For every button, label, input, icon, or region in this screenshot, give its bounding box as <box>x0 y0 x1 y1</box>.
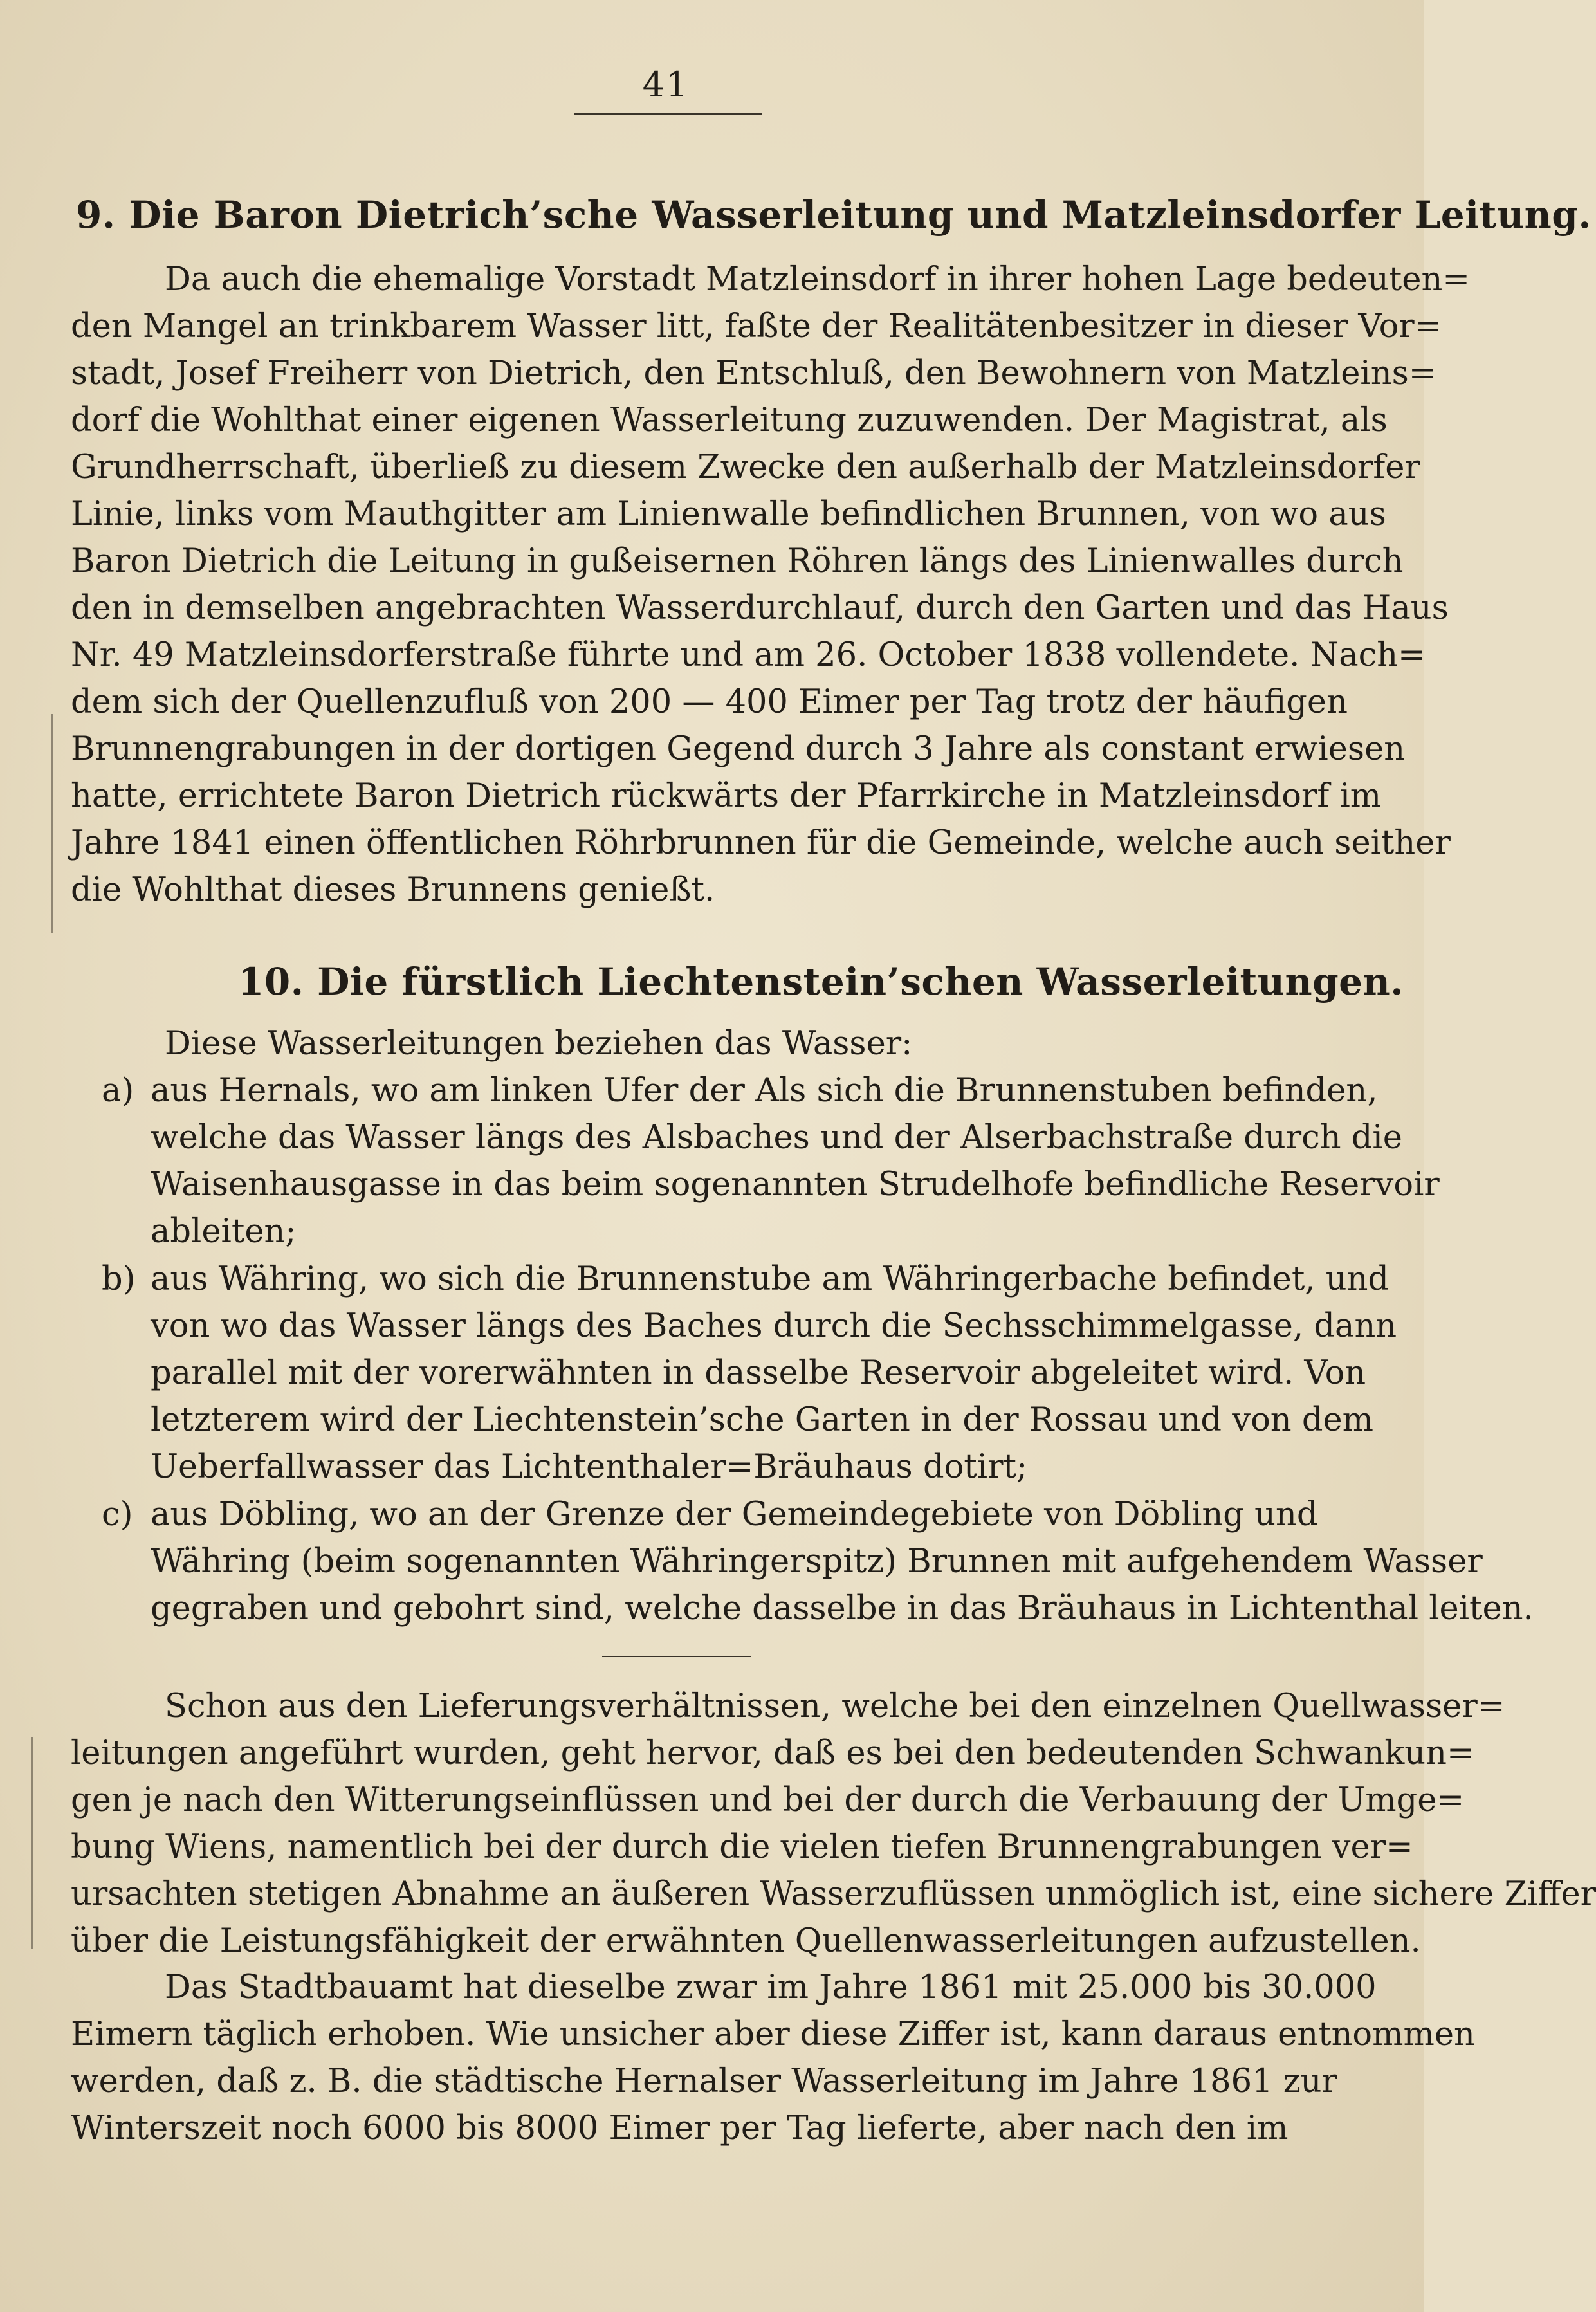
text-line: werden, daß z. B. die städtische Hernalser Wasserleitung im Jahre 1861 zur <box>71 2062 1337 2100</box>
section-10-heading: 10. Die fürstlich Liechtenstein’schen Wasserleitungen. <box>238 960 1404 1004</box>
text-line: aus Hernals, wo am linken Ufer der Als sich die Brunnenstuben befinden, <box>151 1072 1378 1110</box>
section-10-intro <box>165 1020 1194 1067</box>
text-line: Brunnengrabungen in der dortigen Gegend durch 3 Jahre als constant erwiesen <box>71 730 1406 768</box>
text-line: Baron Dietrich die Leitung in gußeisernen Röhren längs des Linienwalles durch <box>71 542 1404 580</box>
text-line: gen je nach den Witterungseinflüssen und bei der durch die Verbauung der Umge= <box>71 1781 1465 1819</box>
text-line: letzterem wird der Liechtenstein’sche Garten in der Rossau und von dem <box>151 1401 1374 1439</box>
text-line: aus Währing, wo sich die Brunnenstube am Währingerbache befindet, und <box>151 1260 1390 1298</box>
text-line: Währing (beim sogenannten Währingerspitz) Brunnen mit aufgehendem Wasser <box>151 1543 1483 1581</box>
list-marker: b) <box>102 1260 136 1298</box>
list-item-text <box>151 1067 1440 1255</box>
list-marker: a) <box>102 1072 134 1110</box>
text-line: über die Leistungsfähigkeit der erwähnten Quellenwasserleitungen aufzustellen. <box>71 1922 1421 1960</box>
page-number: 41 <box>642 64 690 105</box>
text-line: Grundherrschaft, überließ zu diesem Zwecke den außerhalb der Matzleinsdorfer <box>71 448 1420 486</box>
text-line: Jahre 1841 einen öffentlichen Röhrbrunnen für die Gemeinde, welche auch seither <box>71 824 1451 862</box>
text-line: dem sich der Quellenzufluß von 200 — 400 Eimer per Tag trotz der häufigen <box>71 683 1348 721</box>
text-line: den Mangel an trinkbarem Wasser litt, faßte der Realitätenbesitzer in dieser Vor= <box>71 307 1442 345</box>
text-line: ursachten stetigen Abnahme an äußeren Wasserzuflüssen unmöglich ist, eine sichere Ziffer <box>71 1875 1596 1913</box>
text-line: Diese Wasserleitungen beziehen das Wasser: <box>165 1025 913 1063</box>
text-line: Nr. 49 Matzleinsdorferstraße führte und am 26. October 1838 vollendete. Nach= <box>71 636 1426 674</box>
list-marker: c) <box>102 1496 133 1534</box>
text-line: aus Döbling, wo an der Grenze der Gemeindegebiete von Döbling und <box>151 1496 1318 1534</box>
text-line: Ueberfallwasser das Lichtenthaler=Bräuhaus dotirt; <box>151 1448 1028 1486</box>
text-line: den in demselben angebrachten Wasserdurchlauf, durch den Garten und das Haus <box>71 589 1449 627</box>
header-rule <box>574 113 762 115</box>
section-9-heading: 9. Die Baron Dietrich’sche Wasserleitung und Matzleinsdorfer Leitung. <box>76 193 1592 237</box>
text-line: hatte, errichtete Baron Dietrich rückwärts der Pfarrkirche in Matzleinsdorf im <box>71 777 1382 815</box>
margin-pencil-mark <box>51 714 53 933</box>
list-item-text <box>151 1256 1397 1491</box>
text-line: von wo das Wasser längs des Baches durch die Sechsschimmelgasse, dann <box>151 1307 1397 1345</box>
text-line: die Wohlthat dieses Brunnens genießt. <box>71 871 715 909</box>
text-line: Da auch die ehemalige Vorstadt Matzleinsdorf in ihrer hohen Lage bedeuten= <box>165 261 1471 298</box>
text-line: stadt, Josef Freiherr von Dietrich, den Entschluß, den Bewohnern von Matzleins= <box>71 354 1436 392</box>
text-line: parallel mit der vorerwähnten in dasselbe Reservoir abgeleitet wird. Von <box>151 1354 1366 1392</box>
text-line: Waisenhausgasse in das beim sogenannten Strudelhofe befindliche Reservoir <box>151 1166 1440 1204</box>
list-item-text <box>151 1491 1534 1632</box>
text-line: dorf die Wohlthat einer eigenen Wasserleitung zuzuwenden. Der Magistrat, als <box>71 401 1388 439</box>
section-9-paragraph <box>71 256 1471 913</box>
text-line: Eimern täglich erhoben. Wie unsicher aber diese Ziffer ist, kann daraus entnommen <box>71 2015 1475 2053</box>
margin-pencil-mark <box>31 1737 33 1949</box>
text-line: Das Stadtbauamt hat dieselbe zwar im Jahre 1861 mit 25.000 bis 30.000 <box>165 1968 1377 2006</box>
text-line: gegraben und gebohrt sind, welche dasselbe in das Bräuhaus in Lichtenthal leiten. <box>151 1590 1534 1628</box>
closing-paragraph-1 <box>71 1683 1596 1965</box>
text-line: bung Wiens, namentlich bei der durch die vielen tiefen Brunnengrabungen ver= <box>71 1828 1413 1866</box>
text-line: ableiten; <box>151 1213 297 1251</box>
text-line: welche das Wasser längs des Alsbaches und der Alserbachstraße durch die <box>151 1119 1402 1157</box>
closing-paragraph-2 <box>71 1964 1475 2152</box>
text-line: Linie, links vom Mauthgitter am Linienwalle befindlichen Brunnen, von wo aus <box>71 495 1386 533</box>
section-divider-rule <box>602 1656 751 1657</box>
text-line: Winterszeit noch 6000 bis 8000 Eimer per Tag lieferte, aber nach den im <box>71 2109 1289 2147</box>
text-line: Schon aus den Lieferungsverhältnissen, welche bei den einzelnen Quellwasser= <box>165 1687 1505 1725</box>
text-line: leitungen angeführt wurden, geht hervor, daß es bei den bedeutenden Schwankun= <box>71 1734 1474 1772</box>
